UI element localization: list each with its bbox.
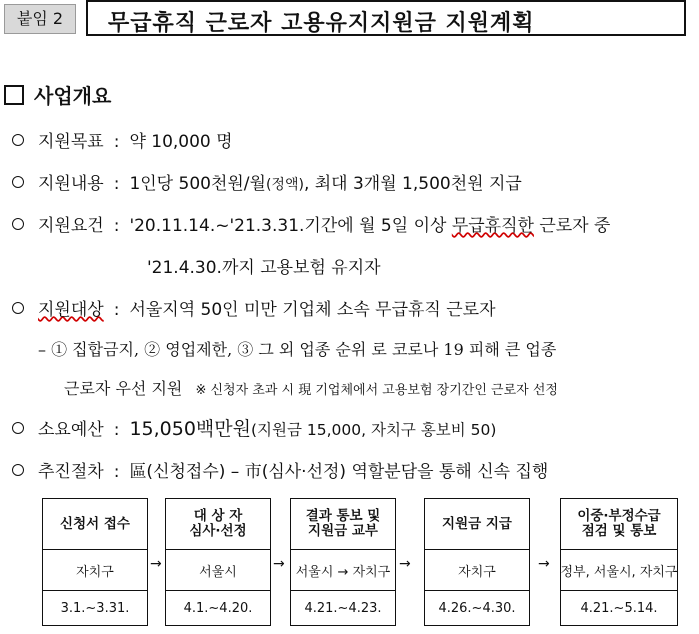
process-step — [424, 498, 530, 626]
process-step-title: 대 상 자 심사·선정 — [166, 499, 270, 550]
requirement-underlined: 무급휴직한 — [451, 216, 534, 236]
item-target — [12, 295, 496, 320]
process-step-period: 4.26.~4.30. — [438, 600, 516, 616]
procedure-text: 區(신청접수) – 市(심사·선정) 역할분담을 통해 신속 집행 — [129, 462, 549, 482]
requirement-text: '20.11.14.~'21.3.31.기간에 월 5일 이상 — [129, 216, 452, 236]
process-step-title: 이중·부정수급 점검 및 통보 — [561, 499, 677, 550]
requirement-text-tail: 근로자 중 — [533, 216, 611, 236]
colon: : — [113, 132, 120, 152]
square-bullet-icon — [4, 85, 24, 105]
target-sub2-main: 근로자 우선 지원 — [64, 379, 183, 398]
arrow-right-icon: → — [273, 556, 285, 572]
process-step — [165, 498, 271, 626]
process-step-actor: 서울시 → 자치구 — [291, 550, 395, 591]
item-requirement — [12, 211, 610, 236]
section-title: 사업개요 — [34, 84, 112, 108]
process-step-title: 지원금 지급 — [425, 499, 529, 550]
process-step-period: 3.1.~3.31. — [60, 600, 130, 616]
budget-amount: 15,050백만원 — [129, 418, 251, 440]
process-step-period: 4.21.~4.23. — [304, 600, 382, 616]
requirement-label: 지원요건 — [38, 216, 104, 236]
content-text: 1인당 500천원/월 — [129, 174, 266, 194]
circle-bullet-icon — [12, 422, 24, 434]
circle-bullet-icon — [12, 464, 24, 476]
circle-bullet-icon — [12, 176, 24, 188]
title-box — [86, 0, 686, 36]
target-label: 지원대상 — [38, 300, 104, 320]
appendix-tag: 붙임 2 — [4, 4, 76, 34]
process-step-period: 4.21.~5.14. — [580, 600, 658, 616]
content-label: 지원내용 — [38, 174, 104, 194]
procedure-label: 추진절차 — [38, 462, 104, 482]
arrow-right-icon: → — [150, 556, 162, 572]
item-procedure — [12, 457, 548, 482]
page-title: 무급휴직 근로자 고용유지지원금 지원계획 — [108, 11, 535, 36]
process-step — [560, 498, 678, 626]
process-step-period: 4.1.~4.20. — [183, 600, 253, 616]
target-text: 서울지역 50인 미만 기업체 소속 무급휴직 근로자 — [129, 300, 496, 320]
process-step-actor: 서울시 — [166, 550, 270, 591]
item-content — [12, 169, 522, 194]
circle-bullet-icon — [12, 134, 24, 146]
content-text-tail: , 최대 3개월 1,500천원 지급 — [303, 174, 522, 194]
title-bar — [0, 0, 699, 40]
arrow-right-icon: → — [399, 556, 411, 572]
process-step — [42, 498, 148, 626]
item-budget — [12, 414, 496, 441]
circle-bullet-icon — [12, 218, 24, 230]
process-step-title: 신청서 접수 — [43, 499, 147, 550]
colon: : — [113, 462, 120, 482]
process-step-actor: 정부, 서울시, 자치구 — [561, 550, 677, 591]
colon: : — [113, 174, 120, 194]
item-goal — [12, 127, 233, 152]
process-step-title: 결과 통보 및 지원금 교부 — [291, 499, 395, 550]
process-step — [290, 498, 396, 626]
process-step-actor: 자치구 — [425, 550, 529, 591]
colon: : — [113, 216, 120, 236]
goal-label: 지원목표 — [38, 132, 104, 152]
process-step-actor: 자치구 — [43, 550, 147, 591]
target-sub2 — [64, 376, 558, 399]
target-sub1: – ① 집합금지, ② 영업제한, ③ 그 외 업종 순위 로 코로나 19 피해 큰 업종 — [38, 340, 557, 359]
section-heading — [4, 80, 111, 109]
content-note: (정액) — [265, 177, 304, 193]
budget-detail: (지원금 15,000, 자치구 홍보비 50) — [250, 421, 497, 439]
requirement-line2: '21.4.30.까지 고용보험 유지자 — [147, 258, 381, 278]
target-sub2-note: ※ 신청자 초과 시 現 기업체에서 고용보험 장기간인 근로자 선정 — [195, 383, 558, 398]
goal-text: 약 10,000 명 — [129, 132, 233, 152]
colon: : — [113, 420, 120, 440]
colon: : — [113, 300, 120, 320]
arrow-right-icon: → — [538, 556, 550, 572]
budget-label: 소요예산 — [38, 420, 104, 440]
circle-bullet-icon — [12, 302, 24, 314]
